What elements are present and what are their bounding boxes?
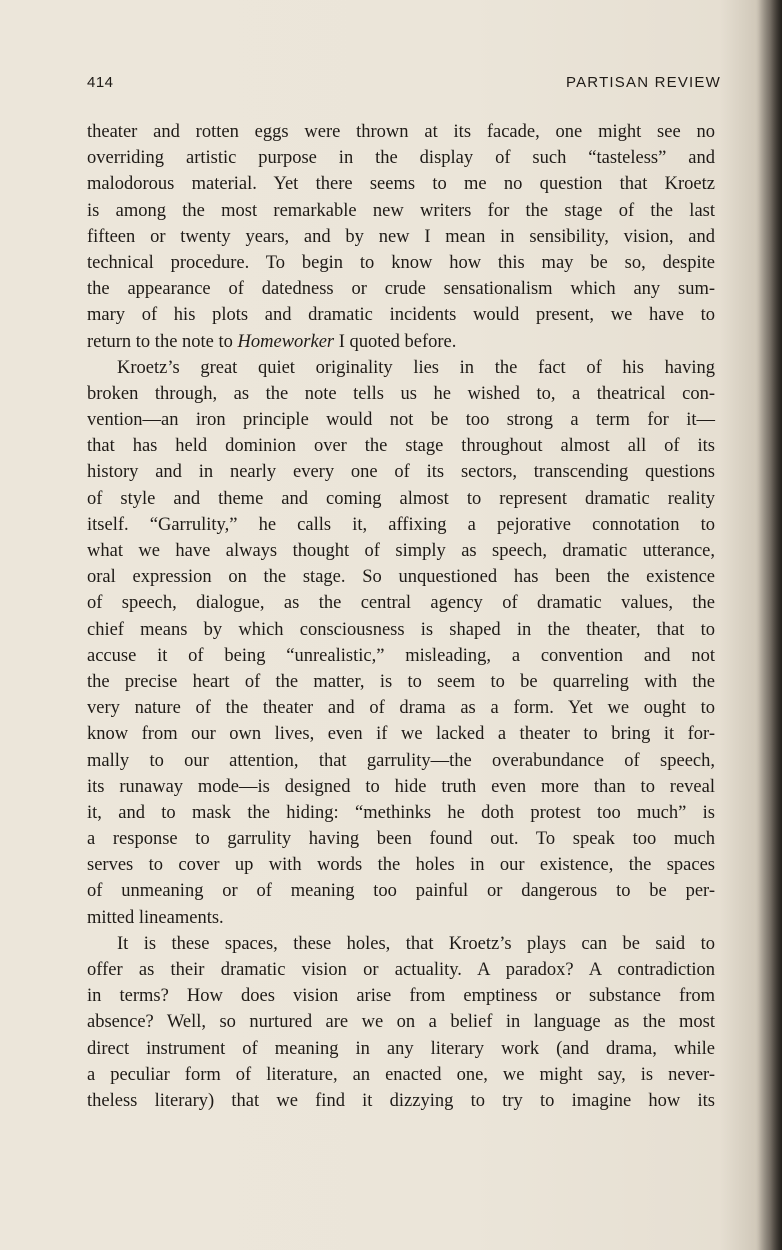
page-number: 414 bbox=[87, 74, 114, 91]
text-segment: I quoted before. bbox=[334, 331, 457, 352]
text-line: serves to cover up with words the holes in our existence, the spaces bbox=[87, 855, 715, 876]
text-line: overriding artistic purpose in the display of such “tasteless” and bbox=[87, 148, 715, 169]
text-line: theater and rotten eggs were thrown at its facade, one might see no bbox=[87, 122, 715, 142]
text-line: mally to our attention, that garrulity—the overabundance of speech, bbox=[87, 750, 715, 771]
text-line: mitted lineaments. bbox=[87, 907, 224, 928]
text-line: it, and to mask the hiding: “methinks he doth protest too much” is bbox=[87, 802, 715, 823]
page-header bbox=[87, 74, 721, 96]
text-line: accuse it of being “unrealistic,” misleading, a convention and not bbox=[87, 645, 715, 666]
text-line: of speech, dialogue, as the central agency of dramatic values, the bbox=[87, 593, 715, 614]
text-line: very nature of the theater and of drama as a form. Yet we ought to bbox=[87, 698, 715, 719]
text-line: fifteen or twenty years, and by new I mean in sensibility, vision, and bbox=[87, 226, 715, 247]
running-head: PARTISAN REVIEW bbox=[566, 74, 721, 91]
text-line: broken through, as the note tells us he wished to, a theatrical con- bbox=[87, 383, 715, 404]
text-line: oral expression on the stage. So unquestioned has been the existence bbox=[87, 567, 715, 588]
text-line: is among the most remarkable new writers for the stage of the last bbox=[87, 200, 715, 221]
text-line: what we have always thought of simply as speech, dramatic utterance, bbox=[87, 541, 715, 561]
body-text bbox=[87, 119, 715, 1114]
text-line: malodorous material. Yet there seems to me no question that Kroetz bbox=[87, 174, 715, 195]
text-line: theless literary) that we find it dizzying to try to imagine how its bbox=[87, 1090, 715, 1111]
paragraph-first-line: Kroetz’s great quiet originality lies in the fact of his having bbox=[117, 357, 715, 378]
text-line bbox=[87, 329, 715, 355]
text-line: mary of his plots and dramatic incidents would present, we have to bbox=[87, 305, 715, 326]
text-line: technical procedure. To begin to know how this may be so, despite bbox=[87, 252, 715, 273]
text-line: that has held dominion over the stage throughout almost all of its bbox=[87, 436, 715, 457]
paragraph-first-line: It is these spaces, these holes, that Kroetz’s plays can be said to bbox=[117, 933, 715, 954]
text-line: know from our own lives, even if we lacked a theater to bring it for- bbox=[87, 724, 715, 745]
text-line: of unmeaning or of meaning too painful or dangerous to be per- bbox=[87, 881, 715, 902]
text-line: chief means by which consciousness is shaped in the theater, that to bbox=[87, 619, 715, 640]
text-line: history and in nearly every one of its sectors, transcending questions bbox=[87, 462, 715, 483]
text-line: direct instrument of meaning in any literary work (and drama, while bbox=[87, 1038, 715, 1059]
text-line: the appearance of datedness or crude sensationalism which any sum- bbox=[87, 279, 715, 300]
text-line: absence? Well, so nurtured are we on a belief in language as the most bbox=[87, 1012, 715, 1033]
text-line: the precise heart of the matter, is to seem to be quarreling with the bbox=[87, 671, 715, 692]
text-line: offer as their dramatic vision or actuality. A paradox? A contradiction bbox=[87, 960, 715, 980]
text-line: of style and theme and coming almost to represent dramatic reality bbox=[87, 488, 715, 509]
text-line: in terms? How does vision arise from emptiness or substance from bbox=[87, 986, 715, 1007]
text-line: a response to garrulity having been found out. To speak too much bbox=[87, 829, 715, 850]
text-line: its runaway mode—is designed to hide truth even more than to reveal bbox=[87, 776, 715, 797]
italic-title: Homeworker bbox=[237, 331, 335, 352]
text-line: itself. “Garrulity,” he calls it, affixing a pejorative connotation to bbox=[87, 514, 715, 535]
text-segment: return to the note to bbox=[87, 331, 238, 352]
text-line: a peculiar form of literature, an enacted one, we might say, is never- bbox=[87, 1064, 715, 1085]
binding-shadow bbox=[756, 0, 782, 1250]
text-line: vention—an iron principle would not be too strong a term for it— bbox=[87, 410, 715, 431]
